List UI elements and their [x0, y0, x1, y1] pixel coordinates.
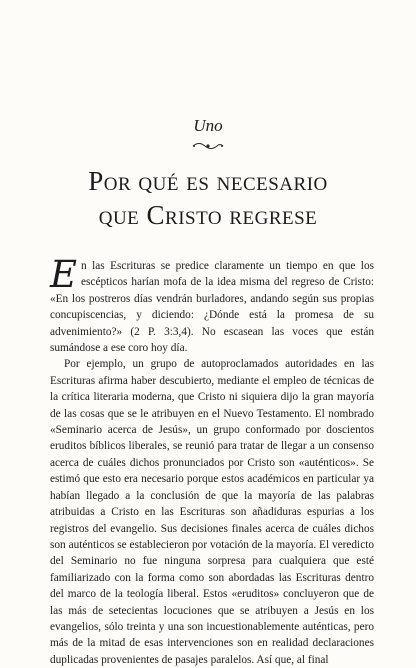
chapter-title: [0, 164, 416, 232]
paragraph-1: [50, 253, 374, 356]
chapter-title-line-2: que Cristo regrese: [98, 200, 318, 230]
chapter-title-line-1: Por qué es necesario: [88, 166, 328, 196]
paragraph-2: Por ejemplo, un grupo de autoproclamados autoridades en las Escrituras afirma haber descubierto, mediante el empleo de técnicas de la crítica literaria moderna, que Cristo ni siquiera dijo la gran mayoría de las cosas que se le atribuyen en el Nuevo Testamento. El nombrado «Seminario acerca de Jesús», un grupo conformado por doscientos eruditos bíblicos liberales, se reunió para tratar de llegar a un consenso acerca de cuáles dichos pronunciados por Cristo son «auténticos». Se estimó que esto era necesario porque estos académicos en particular ya habían llegado a la conclusión de que la mayoría de las palabras atribuidas a Cristo en las Escrituras son añadiduras espurias a los registros del evangelio. Sus decisiones finales acerca de cuáles dichos son auténticos se establecieron por votación de la mayoría. El veredicto del Seminario no fue ninguna sorpresa para cualquiera que esté familiarizado con la forma como son abordadas las Escrituras dentro del marco de la teología liberal. Estos «eruditos» concluyeron que de las más de setecientas locuciones que se atribuyen a Jesús en los evangelios, sólo treinta y una son incuestionablemente auténticas, pero más de la mitad de esas intervenciones son en realidad declaraciones duplicadas provenientes de pasajes paralelos. Así que, al final: [50, 358, 374, 666]
body-text: [50, 253, 374, 668]
paragraph-1-text: n las Escrituras se predice claramente un tiempo en que los escépticos harían mofa de la idea misma del regreso de Cristo: «En los postreros días vendrán burladores, andando según sus propias concupiscencias, y diciendo: ¿Dónde está la promesa de su advenimiento?» (2 P. 3:3,4). No escasean las voces que están sumándose a ese coro hoy día.: [50, 260, 374, 355]
chapter-number: Uno: [193, 116, 223, 135]
ornament-divider-icon: [190, 140, 226, 152]
drop-cap: E: [50, 253, 78, 296]
